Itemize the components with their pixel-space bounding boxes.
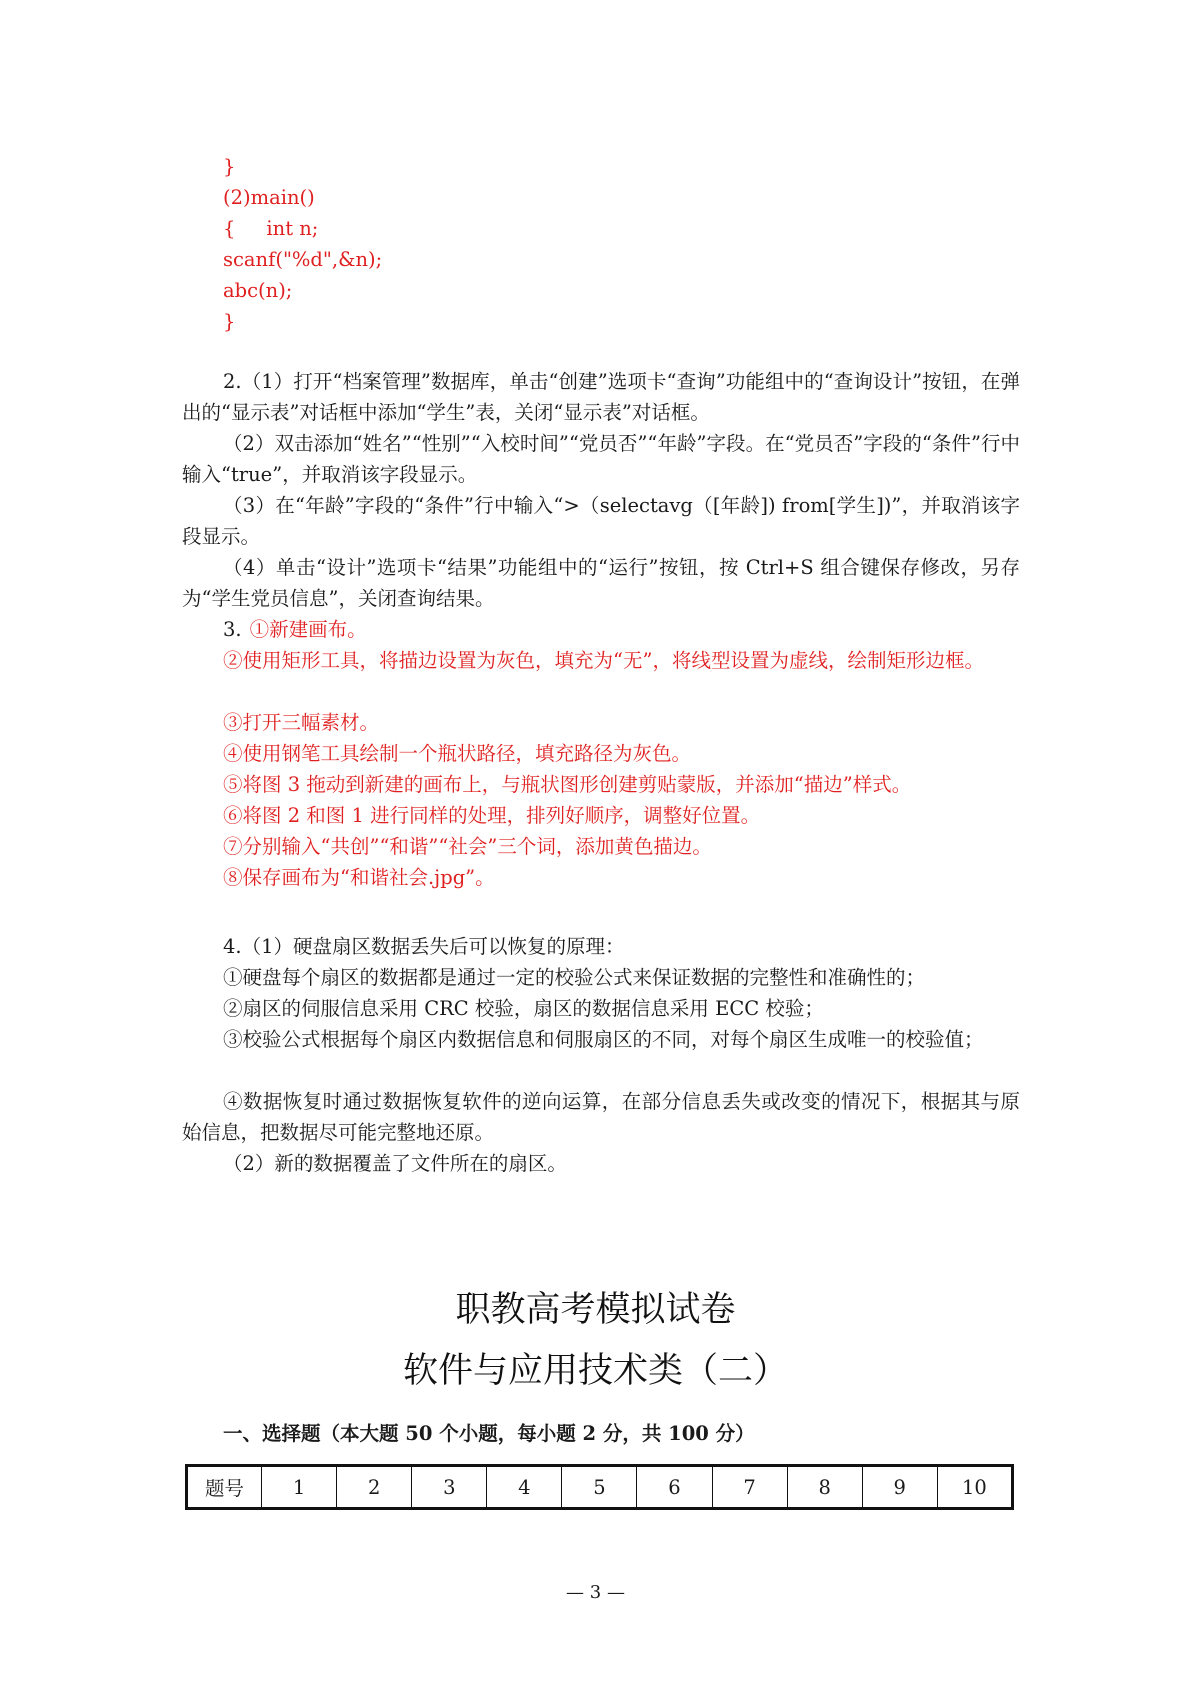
code-line: (2)main() bbox=[223, 186, 315, 209]
q4-part-2: （2）新的数据覆盖了文件所在的扇区。 bbox=[223, 1152, 567, 1175]
q3-step-8: ⑧保存画布为“和谐社会.jpg”。 bbox=[223, 866, 495, 889]
q2-paragraph-2: （2）双击添加“姓名”“性别”“入校时间”“党员否”“年龄”字段。在“党员否”字段的“条件”行中输入“true”，并取消该字段显示。 bbox=[182, 432, 1020, 487]
table-cell: 9 bbox=[862, 1466, 937, 1509]
q2-paragraph-4: （4）单击“设计”选项卡“结果”功能组中的“运行”按钮，按 Ctrl+S 组合键保存修改，另存为“学生党员信息”，关闭查询结果。 bbox=[182, 556, 1020, 611]
q3-step-2: ②使用矩形工具，将描边设置为灰色，填充为“无”，将线型设置为虚线，绘制矩形边框。 bbox=[223, 649, 984, 672]
q4-point-2: ②扇区的伺服信息采用 CRC 校验，扇区的数据信息采用 ECC 校验； bbox=[223, 997, 824, 1020]
q4-point-4: ④数据恢复时通过数据恢复软件的逆向运算，在部分信息丢失或改变的情况下，根据其与原始信息，把数据尽可能完整地还原。 bbox=[182, 1090, 1020, 1145]
q3-step-5: ⑤将图 3 拖动到新建的画布上，与瓶状图形创建剪贴蒙版，并添加“描边”样式。 bbox=[223, 773, 912, 796]
table-cell: 8 bbox=[787, 1466, 862, 1509]
table-cell: 4 bbox=[487, 1466, 562, 1509]
q2-paragraph-3: （3）在“年龄”字段的“条件”行中输入“>（selectavg（[年龄]) from[学生])”，并取消该字段显示。 bbox=[182, 494, 1020, 549]
q3-step-4: ④使用钢笔工具绘制一个瓶状路径，填充路径为灰色。 bbox=[223, 742, 692, 765]
section-heading: 一、选择题（本大题 50 个小题，每小题 2 分，共 100 分） bbox=[223, 1422, 755, 1445]
q4-point-1: ①硬盘每个扇区的数据都是通过一定的校验公式来保证数据的完整性和准确性的； bbox=[223, 966, 926, 989]
q3-number bbox=[223, 614, 367, 645]
table-cell: 3 bbox=[412, 1466, 487, 1509]
code-line: } bbox=[223, 310, 236, 333]
q3-number-label: 3. bbox=[223, 618, 242, 641]
table-cell: 7 bbox=[712, 1466, 787, 1509]
table-cell: 1 bbox=[262, 1466, 337, 1509]
q4-intro: 4.（1）硬盘扇区数据丢失后可以恢复的原理： bbox=[223, 935, 625, 958]
answer-table bbox=[185, 1464, 1014, 1510]
q3-step-1: ①新建画布。 bbox=[249, 618, 367, 641]
table-cell: 10 bbox=[937, 1466, 1012, 1509]
q2-paragraph-1: 2.（1）打开“档案管理”数据库，单击“创建”选项卡“查询”功能组中的“查询设计”按钮，在弹出的“显示表”对话框中添加“学生”表，关闭“显示表”对话框。 bbox=[182, 370, 1020, 425]
q3-step-3: ③打开三幅素材。 bbox=[223, 711, 380, 734]
page-number: — 3 — bbox=[566, 1582, 625, 1603]
table-header-cell: 题号 bbox=[187, 1466, 262, 1509]
table-row bbox=[187, 1466, 1013, 1509]
code-line: scanf("%d",&n); bbox=[223, 248, 383, 271]
table-cell: 2 bbox=[337, 1466, 412, 1509]
q4-point-3: ③校验公式根据每个扇区内数据信息和伺服扇区的不同，对每个扇区生成唯一的校验值； bbox=[223, 1028, 984, 1051]
q3-step-7: ⑦分别输入“共创”“和谐”“社会”三个词，添加黄色描边。 bbox=[223, 835, 712, 858]
q3-step-6: ⑥将图 2 和图 1 进行同样的处理，排列好顺序，调整好位置。 bbox=[223, 804, 761, 827]
table-cell: 5 bbox=[562, 1466, 637, 1509]
code-line: { int n; bbox=[223, 217, 319, 240]
exam-subtitle: 软件与应用技术类（二） bbox=[402, 1351, 788, 1391]
code-line: abc(n); bbox=[223, 279, 293, 302]
code-line: } bbox=[223, 155, 236, 178]
exam-title: 职教高考模拟试卷 bbox=[455, 1290, 736, 1330]
table-cell: 6 bbox=[637, 1466, 712, 1509]
